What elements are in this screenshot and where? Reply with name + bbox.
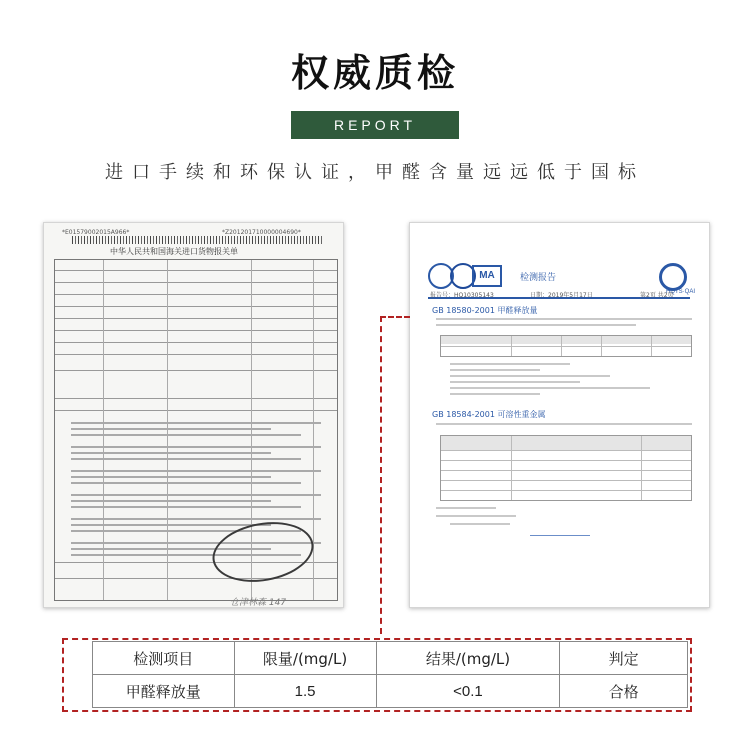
report-badge: REPORT xyxy=(291,111,459,139)
report-number: 报告号：HQ10305143 xyxy=(430,292,494,299)
handwritten-note: 仓津林森 147 xyxy=(230,598,287,608)
cell-result: <0.1 xyxy=(376,675,560,708)
cell-test-item: 甲醛释放量 xyxy=(93,675,235,708)
cell-verdict: 合格 xyxy=(560,675,688,708)
report-section-2: GB 18584-2001 可溶性重金属 xyxy=(432,410,546,419)
HQTS-logo-icon xyxy=(659,263,687,291)
report-table-2 xyxy=(440,435,692,501)
header-test-item: 检测项目 xyxy=(93,642,235,675)
customs-doc-title: 中华人民共和国海关进口货物报关单 xyxy=(110,247,238,256)
test-report-doc xyxy=(409,222,710,608)
report-table-1 xyxy=(440,335,692,357)
customs-barcode-right: *Z201201710000004690* xyxy=(222,229,301,236)
header-verdict: 判定 xyxy=(560,642,688,675)
connector-vertical xyxy=(380,316,382,634)
result-table xyxy=(92,641,688,708)
header-limit: 限量/(mg/L) xyxy=(234,642,376,675)
report-section-1: GB 18580-2001 甲醛释放量 xyxy=(432,306,538,315)
report-date: 日期：2019年5月17日 xyxy=(530,292,593,299)
page-subtitle: 进口手续和环保认证，甲醛含量远远低于国标 xyxy=(105,162,645,183)
MA-logo-icon: MA xyxy=(472,265,502,287)
connector-horizontal xyxy=(380,316,410,318)
report-page: 第2页 共2页 xyxy=(640,292,674,299)
customs-declaration-doc xyxy=(43,222,344,608)
doc-barcode xyxy=(72,236,322,244)
cell-limit: 1.5 xyxy=(234,675,376,708)
table-row xyxy=(93,675,688,708)
table-header-row xyxy=(93,642,688,675)
page-title: 权威质检 xyxy=(290,51,459,95)
report-title: 检测报告 xyxy=(520,273,557,283)
header-result: 结果/(mg/L) xyxy=(376,642,560,675)
hqts-label: HQTS·QAI xyxy=(665,289,695,295)
customs-barcode-left: *E01579002015A966* xyxy=(62,229,130,236)
